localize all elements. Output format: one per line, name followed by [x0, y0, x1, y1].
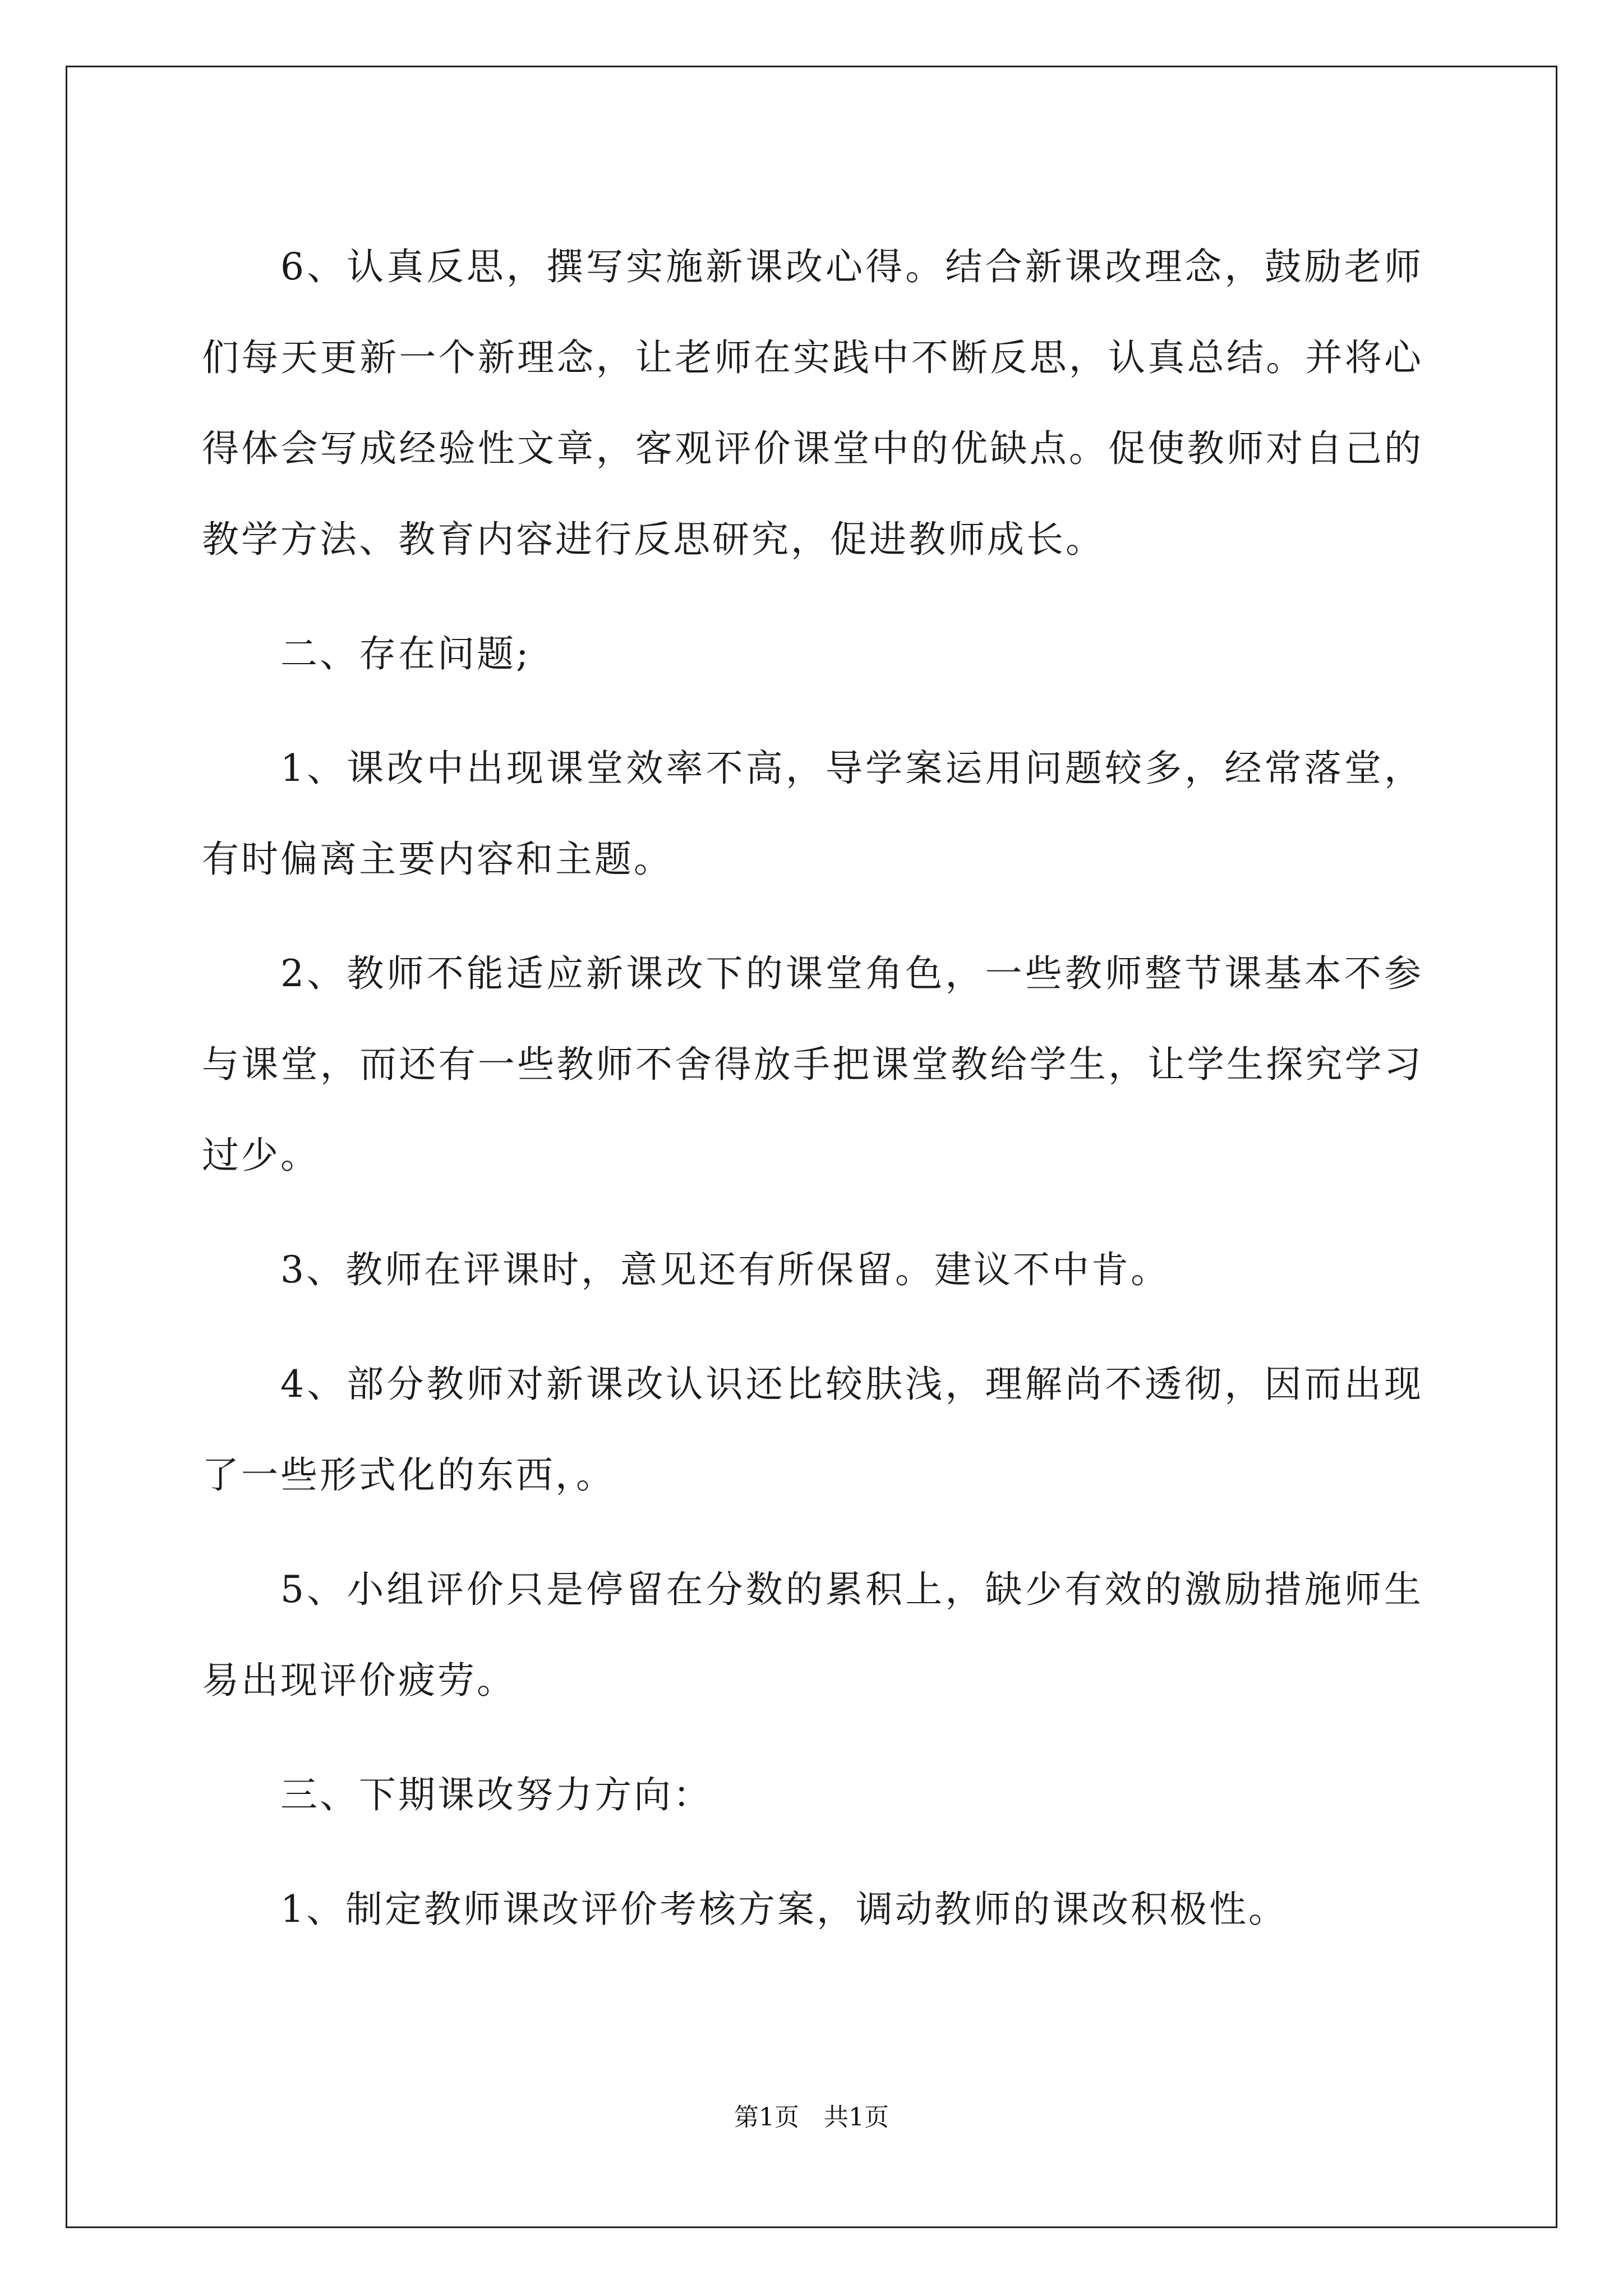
heading-problems: 二、存在问题;: [280, 632, 531, 675]
heading-next-direction: 三、下期课改努力方向：: [280, 1773, 712, 1816]
paragraph-direction-1: 1、制定教师课改评价考核方案，调动教师的课改积极性。: [280, 1888, 1288, 1931]
paragraph-reflection: 6、认真反思，撰写实施新课改心得。结合新课改理念，鼓励老师们每天更新一个新理念，让老师在实践中不断反思，认真总结。并将心得体会写成经验性文章，客观评价课堂中的优缺点。促使教师对自己的教学方法、教育内容进行反思研究，促进教师成长。: [202, 245, 1423, 561]
paragraph-problem-4: 4、部分教师对新课改认识还比较肤浅，理解尚不透彻，因而出现了一些形式化的东西，。: [202, 1363, 1423, 1497]
paragraph-problem-1: 1、课改中出现课堂效率不高，导学案运用问题较多，经常落堂，有时偏离主要内容和主题。: [202, 747, 1423, 881]
document-body: [202, 222, 1423, 1978]
paragraph-problem-3: 3、教师在评课时，意见还有所保留。建议不中肯。: [280, 1248, 1170, 1291]
paragraph-problem-2: 2、教师不能适应新课改下的课堂角色，一些教师整节课基本不参与课堂，而还有一些教师不舍得放手把课堂教给学生，让学生探究学习过少。: [202, 952, 1423, 1177]
paragraph-problem-5: 5、小组评价只是停留在分数的累积上，缺少有效的激励措施师生易出现评价疲劳。: [202, 1568, 1423, 1702]
page-footer: 第1页 共1页: [734, 2103, 889, 2132]
